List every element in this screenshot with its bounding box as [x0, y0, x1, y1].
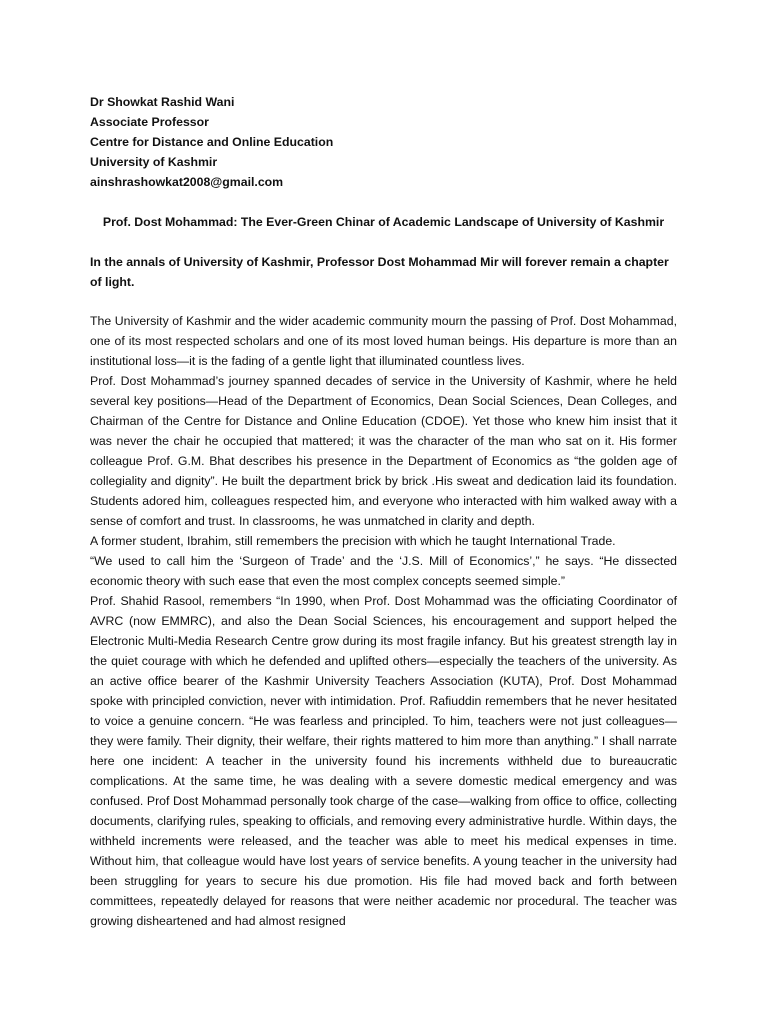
article-lead: In the annals of University of Kashmir, Professor Dost Mohammad Mir will forever remain a chapter of light.	[90, 255, 669, 289]
paragraph: The University of Kashmir and the wider academic community mourn the passing of Prof. Dost Mohammad, one of its most respected scholars and one of its most loved human beings. His departure is more than an institutional loss—it is the fading of a gentle light that illuminated countless lives.	[90, 314, 677, 368]
article-body	[90, 311, 677, 931]
paragraph: Prof. Shahid Rasool, remembers “In 1990, when Prof. Dost Mohammad was the officiating Coordinator of AVRC (now EMMRC), and also the Dean Social Sciences, his encouragement and support helped the Electronic Multi-Media Research Centre grow during its most fragile infancy. But his greatest strength lay in the quiet courage with which he defended and uplifted others—especially the teachers of the university. As an active office bearer of the Kashmir University Teachers Association (KUTA), Prof. Dost Mohammad spoke with principled conviction, never with intimidation. Prof. Rafiuddin remembers that he never hesitated to voice a genuine concern. “He was fearless and principled. To him, teachers were not just colleagues—they were family. Their dignity, their welfare, their rights mattered to him more than anything.” I shall narrate here one incident: A teacher in the university found his increments withheld due to bureaucratic complications. At the same time, he was dealing with a severe domestic medical emergency and was confused. Prof Dost Mohammad personally took charge of the case—walking from office to office, collecting documents, clarifying rules, speaking to officials, and removing every administrative hurdle. Within days, the withheld increments were released, and the teacher was able to meet his medical expenses in time. Without him, that colleague would have lost years of service benefits. A young teacher in the university had been struggling for years to secure his due promotion. His file had moved back and forth between committees, repeatedly delayed for reasons that were neither academic nor procedural. The teacher was growing disheartened and had almost resigned	[90, 594, 677, 928]
author-institution: University of Kashmir	[90, 155, 218, 169]
document-page	[90, 92, 677, 931]
author-block	[90, 92, 677, 192]
paragraph: A former student, Ibrahim, still remembers the precision with which he taught International Trade.	[90, 534, 616, 548]
paragraph: “We used to call him the ‘Surgeon of Trade’ and the ‘J.S. Mill of Economics’,” he says. “He dissected economic theory with such ease that even the most complex concepts seemed simple.”	[90, 554, 677, 588]
author-email: ainshrashowkat2008@gmail.com	[90, 175, 284, 189]
author-position: Associate Professor	[90, 115, 209, 129]
paragraph: Prof. Dost Mohammad’s journey spanned decades of service in the University of Kashmir, where he held several key positions—Head of the Department of Economics, Dean Social Sciences, Dean Colleges, and Chairman of the Centre for Distance and Online Education (CDOE). Yet those who knew him insist that it was never the chair he occupied that mattered; it was the character of the man who sat on it. His former colleague Prof. G.M. Bhat describes his presence in the Department of Economics as “the golden age of collegiality and dignity”. He built the department brick by brick .His sweat and dedication laid its foundation. Students adored him, colleagues respected him, and everyone who interacted with him walked away with a sense of comfort and trust. In classrooms, he was unmatched in clarity and depth.	[90, 374, 677, 528]
author-department: Centre for Distance and Online Education	[90, 135, 334, 149]
article-title: Prof. Dost Mohammad: The Ever-Green Chinar of Academic Landscape of University of Kashmir	[102, 215, 665, 229]
author-name: Dr Showkat Rashid Wani	[90, 95, 235, 109]
